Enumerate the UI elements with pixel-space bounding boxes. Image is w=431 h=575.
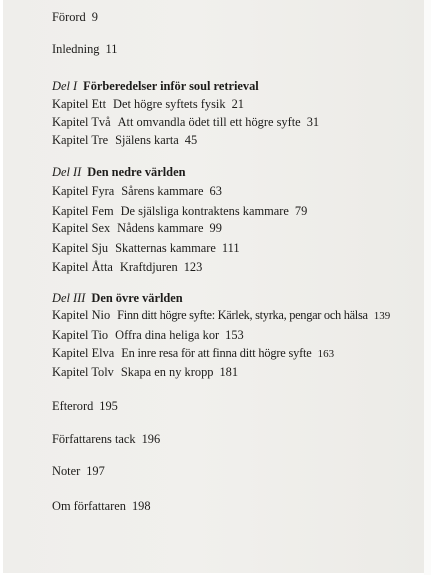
- chapter-label: Kapitel Tolv: [52, 365, 114, 379]
- chapter-page: 123: [183, 260, 203, 274]
- chapter-title: Det högre syftets fysik: [113, 97, 226, 111]
- part-title: Den övre världen: [91, 291, 183, 305]
- chapter-entry-10: [52, 328, 244, 343]
- part-heading-1: [52, 79, 259, 94]
- toc-entry-title: Om författaren: [52, 499, 126, 513]
- toc-entry-page: 196: [141, 432, 161, 446]
- part-title: Förberedelser inför soul retrieval: [83, 79, 259, 93]
- chapter-entry-1: [52, 97, 244, 112]
- chapter-entry-11: [52, 346, 334, 362]
- chapter-label: Kapitel Fem: [52, 204, 114, 218]
- chapter-page: 153: [225, 328, 244, 342]
- chapter-page: 139: [373, 310, 391, 322]
- toc-entry-forord: [52, 10, 98, 25]
- chapter-page: 31: [306, 115, 320, 129]
- chapter-entry-7: [52, 241, 240, 256]
- chapter-label: Kapitel Nio: [52, 308, 111, 322]
- toc-entry-page: 11: [105, 42, 118, 56]
- chapter-page: 163: [317, 348, 335, 360]
- chapter-title: Nådens kammare: [117, 221, 204, 235]
- chapter-title: En inre resa för att finna ditt högre syfte: [121, 346, 312, 360]
- chapter-title: Själens karta: [115, 133, 179, 147]
- chapter-title: Skapa en ny kropp: [120, 365, 214, 379]
- chapter-title: Skatternas kammare: [115, 241, 216, 255]
- chapter-label: Kapitel Tre: [52, 133, 109, 147]
- chapter-entry-6: [52, 221, 222, 236]
- chapter-entry-12: [52, 365, 238, 380]
- chapter-label: Kapitel Sju: [52, 241, 109, 255]
- chapter-page: 79: [294, 204, 308, 218]
- toc-entry-page: 9: [91, 10, 98, 24]
- chapter-entry-4: [52, 184, 222, 199]
- toc-entry-om-forfattaren: [52, 499, 151, 514]
- chapter-title: Att omvandla ödet till ett högre syfte: [117, 115, 301, 129]
- chapter-page: 181: [219, 365, 239, 379]
- chapter-title: Kraftdjuren: [119, 260, 178, 274]
- part-heading-2: [52, 165, 185, 180]
- toc-entry-inledning: [52, 42, 117, 57]
- part-title: Den nedre världen: [87, 165, 186, 179]
- chapter-entry-5: [52, 204, 307, 219]
- chapter-entry-2: [52, 115, 319, 130]
- chapter-label: Kapitel Elva: [52, 346, 115, 360]
- toc-entry-title: Efterord: [52, 399, 94, 413]
- toc-entry-page: 197: [86, 464, 105, 478]
- chapter-label: Kapitel Åtta: [52, 260, 113, 274]
- toc-entry-page: 195: [99, 399, 118, 413]
- chapter-page: 45: [184, 133, 198, 147]
- chapter-label: Kapitel Fyra: [52, 184, 115, 198]
- part-label: Del I: [52, 79, 78, 93]
- toc-entry-page: 198: [131, 499, 151, 513]
- chapter-label: Kapitel Två: [52, 115, 111, 129]
- part-heading-3: [52, 291, 183, 306]
- chapter-entry-3: [52, 133, 197, 148]
- toc-entry-noter: [52, 464, 105, 479]
- toc-entry-forfattarens-tack: [52, 432, 160, 447]
- chapter-title: De själsliga kontraktens kammare: [120, 204, 289, 218]
- part-label: Del III: [52, 291, 86, 305]
- chapter-label: Kapitel Tio: [52, 328, 109, 342]
- chapter-entry-8: [52, 260, 202, 275]
- part-label: Del II: [52, 165, 82, 179]
- toc-entry-title: Noter: [52, 464, 81, 478]
- toc-entry-title: Inledning: [52, 42, 100, 56]
- chapter-page: 99: [209, 221, 222, 235]
- toc-entry-title: Författarens tack: [52, 432, 136, 446]
- toc-entry-efterord: [52, 399, 118, 414]
- chapter-title: Finn ditt högre syfte: Kärlek, styrka, pengar och hälsa: [117, 308, 368, 322]
- chapter-label: Kapitel Sex: [52, 221, 111, 235]
- chapter-title: Offra dina heliga kor: [115, 328, 220, 342]
- chapter-page: 111: [221, 241, 240, 255]
- chapter-page: 63: [209, 184, 222, 198]
- chapter-entry-9: [52, 308, 390, 324]
- toc-entry-title: Förord: [52, 10, 86, 24]
- chapter-label: Kapitel Ett: [52, 97, 107, 111]
- chapter-page: 21: [231, 97, 244, 111]
- chapter-title: Sårens kammare: [121, 184, 204, 198]
